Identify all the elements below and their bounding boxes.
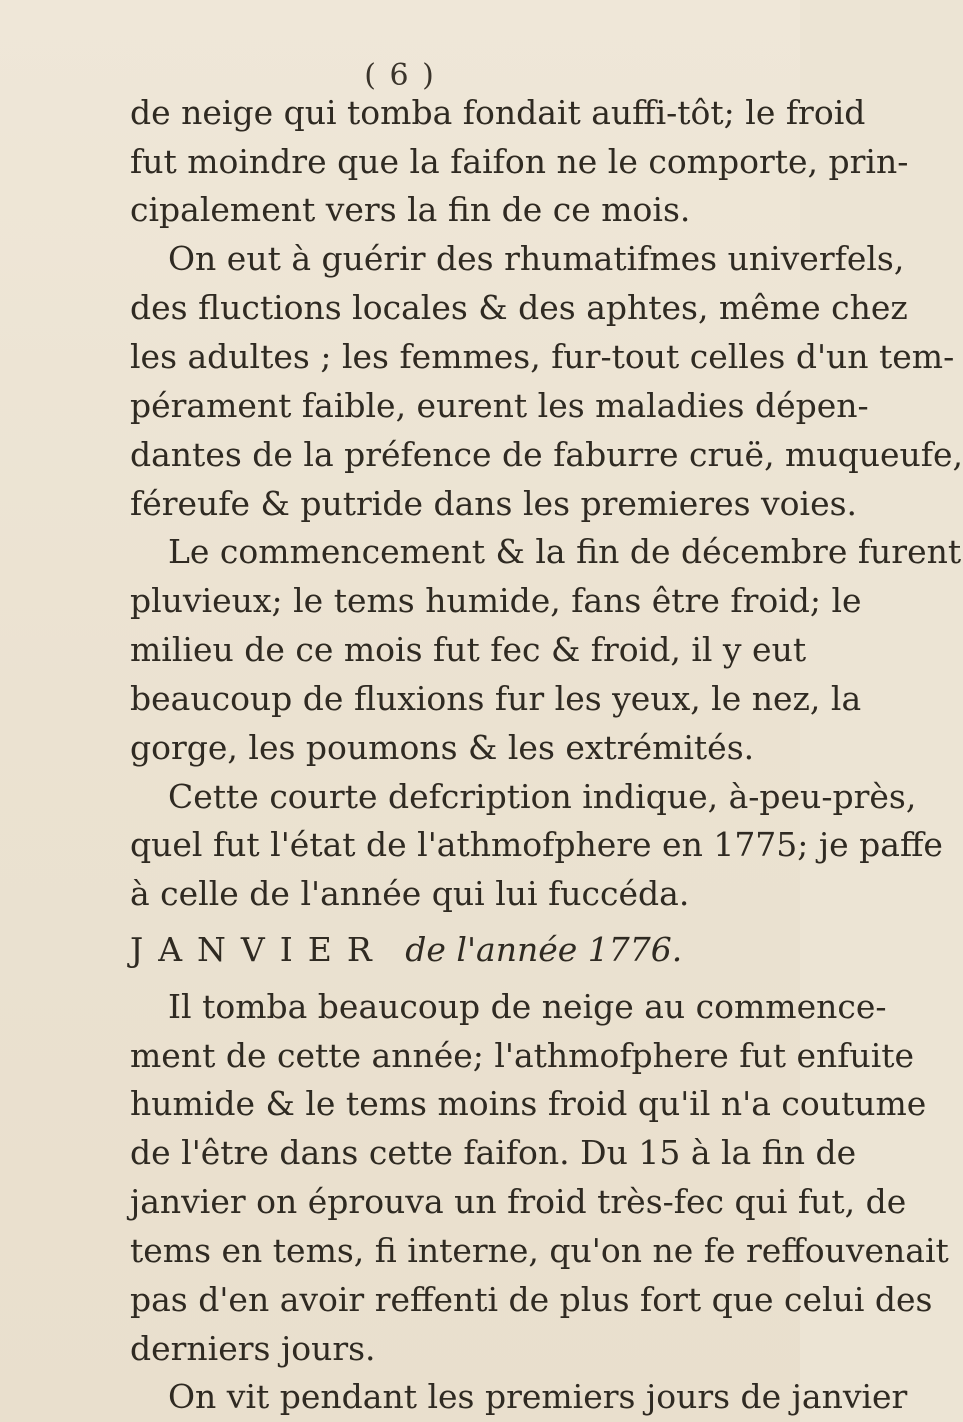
text-line: à celle de l'année qui lui fuccéda.: [130, 874, 690, 914]
text-line: quel fut l'état de l'athmofphere en 1775; je paffe: [130, 825, 943, 865]
text-line: gorge, les poumons & les extrémités.: [130, 727, 755, 767]
paragraph-start-line: Le commencement & la fin de décembre furent: [168, 532, 962, 572]
text-line: tems en tems, fi interne, qu'on ne fe reffouvenait: [130, 1230, 949, 1270]
heading-month: JANVIER: [130, 929, 387, 969]
text-line: des fluctions locales & des aphtes, même chez: [130, 288, 908, 328]
text-line: pérament faible, eurent les maladies dépen-: [130, 385, 869, 425]
text-line: ment de cette année; l'athmofphere fut enfuite: [130, 1035, 915, 1075]
section-heading: [130, 930, 682, 970]
text-line: beaucoup de fluxions fur les yeux, le nez, la: [130, 678, 862, 718]
text-line: de l'être dans cette faifon. Du 15 à la fin de: [130, 1133, 857, 1173]
text-line: janvier on éprouva un froid très-fec qui fut, de: [130, 1182, 907, 1222]
heading-year: de l'année 1776.: [405, 929, 683, 969]
text-line: derniers jours.: [130, 1328, 376, 1368]
text-line: milieu de ce mois fut fec & froid, il y eut: [130, 630, 807, 670]
page-number: ( 6 ): [364, 58, 436, 93]
text-line: humide & le tems moins froid qu'il n'a coutume: [130, 1084, 927, 1124]
text-line: pluvieux; le tems humide, fans être froid; le: [130, 581, 862, 621]
paragraph-start-line: On eut à guérir des rhumatifmes univerfels,: [168, 239, 905, 279]
paragraph-start-line: Il tomba beaucoup de neige au commence-: [168, 986, 887, 1026]
text-line: cipalement vers la fin de ce mois.: [130, 190, 691, 230]
text-line: fut moindre que la faifon ne le comporte, prin-: [130, 141, 909, 181]
paragraph-start-line: On vit pendant les premiers jours de janvier: [168, 1377, 908, 1417]
text-line: féreufe & putride dans les premieres voies.: [130, 483, 858, 523]
paragraph-start-line: Cette courte defcription indique, à-peu-près,: [168, 776, 917, 816]
text-line: les adultes ; les femmes, fur-tout celles d'un tem-: [130, 337, 955, 377]
text-line: de neige qui tomba fondait auffi-tôt; le froid: [130, 92, 866, 132]
text-line: pas d'en avoir reffenti de plus fort que celui des: [130, 1279, 933, 1319]
text-line: dantes de la préfence de faburre cruë, muqueufe,: [130, 434, 963, 474]
